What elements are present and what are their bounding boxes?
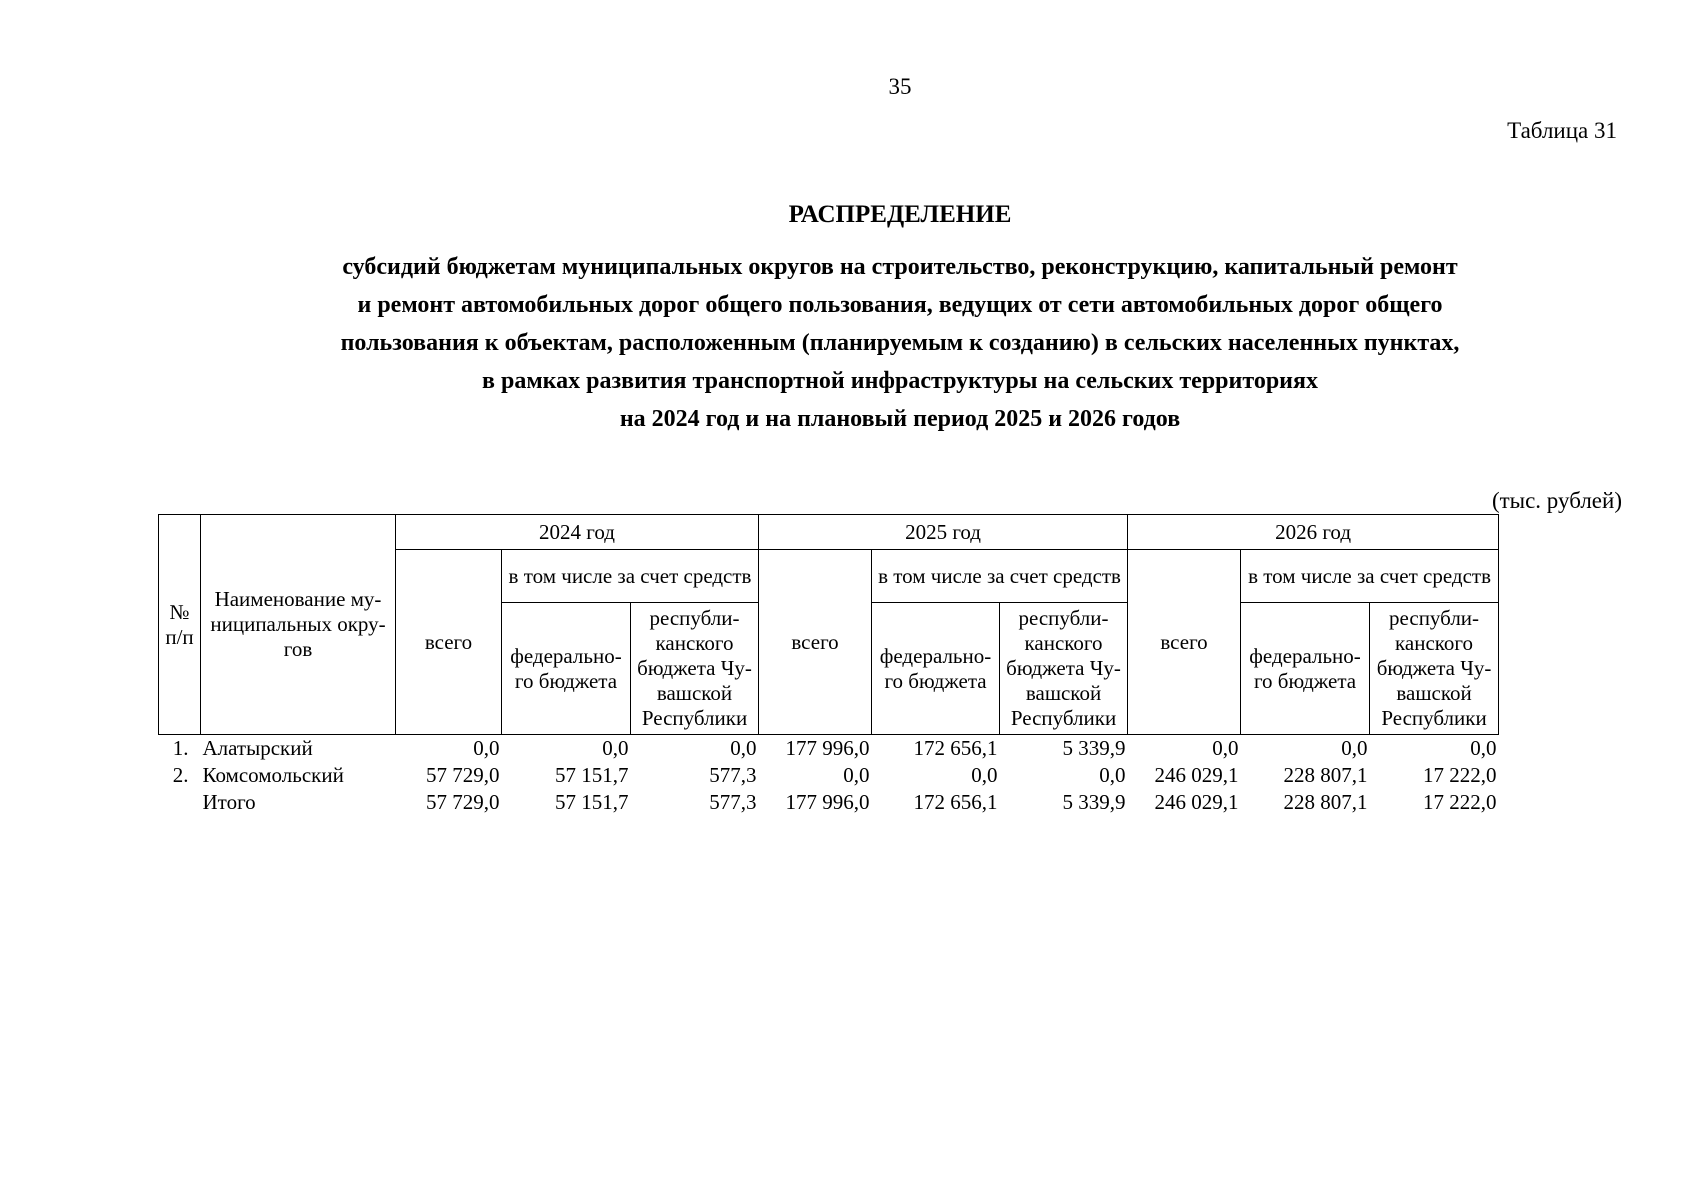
- table-row: [159, 762, 1499, 789]
- units-label: (тыс. рублей): [1491, 488, 1622, 513]
- header-total-2026: всего: [1128, 550, 1241, 735]
- cell-value: 577,3: [709, 763, 757, 787]
- cell-value: 0,0: [602, 736, 629, 760]
- cell-value: 57 151,7: [555, 763, 629, 787]
- row-num: 2.: [172, 763, 189, 787]
- table-row: [159, 735, 1499, 763]
- row-num: [159, 789, 201, 816]
- title-line-4: в рамках развития транспортной инфраструктуры на сельских территориях: [482, 368, 1318, 394]
- cell-value: 0,0: [730, 736, 757, 760]
- header-republic-2026: республи- канского бюджета Чу- вашской Республики: [1370, 603, 1499, 735]
- header-total-2025: всего: [759, 550, 872, 735]
- cell-value: 0,0: [1470, 736, 1497, 760]
- cell-value: 172 656,1: [913, 736, 998, 760]
- cell-value: 5 339,9: [1062, 790, 1126, 814]
- cell-value: 57 729,0: [426, 790, 500, 814]
- cell-value: 0,0: [473, 736, 500, 760]
- cell-value: 0,0: [1099, 763, 1126, 787]
- cell-value: 246 029,1: [1154, 763, 1239, 787]
- cell-value: 5 339,9: [1062, 736, 1126, 760]
- header-federal-2024: федерально- го бюджета: [502, 603, 631, 735]
- row-num: 1.: [172, 736, 189, 760]
- row-name: Алатырский: [202, 736, 313, 760]
- header-including-2025: в том числе за счет средств: [872, 550, 1128, 603]
- title-line-3: пользования к объектам, расположенным (планируемым к созданию) в сельских населенных пунктах,: [340, 330, 1460, 356]
- title-main: РАСПРЕДЕЛЕНИЕ: [788, 201, 1012, 228]
- cell-value: 228 807,1: [1283, 790, 1368, 814]
- cell-value: 17 222,0: [1423, 790, 1497, 814]
- cell-value: 0,0: [1341, 736, 1368, 760]
- row-name: Комсомольский: [202, 763, 344, 787]
- header-including-2024: в том числе за счет средств: [502, 550, 759, 603]
- header-total-2024: всего: [396, 550, 502, 735]
- cell-value: 17 222,0: [1423, 763, 1497, 787]
- title-line-5: на 2024 год и на плановый период 2025 и 2026 годов: [619, 406, 1181, 432]
- header-federal-2026: федерально- го бюджета: [1241, 603, 1370, 735]
- cell-value: 0,0: [1212, 736, 1239, 760]
- cell-value: 177 996,0: [785, 736, 870, 760]
- header-including-2026: в том числе за счет средств: [1241, 550, 1499, 603]
- title-line-1: субсидий бюджетам муниципальных округов на строительство, реконструкцию, капитальный ремонт: [342, 254, 1458, 280]
- cell-value: 228 807,1: [1283, 763, 1368, 787]
- header-republic-2024: республи- канского бюджета Чу- вашской Республики: [631, 603, 759, 735]
- header-republic-2025: республи- канского бюджета Чу- вашской Республики: [1000, 603, 1128, 735]
- page-number: 35: [888, 74, 912, 99]
- header-year-2025: 2025 год: [759, 515, 1128, 550]
- distribution-table: [158, 514, 1499, 816]
- header-year-2026: 2026 год: [1128, 515, 1499, 550]
- cell-value: 577,3: [709, 790, 757, 814]
- header-year-2024: 2024 год: [396, 515, 759, 550]
- header-federal-2025: федерально- го бюджета: [872, 603, 1000, 735]
- header-num: № п/п: [159, 515, 201, 735]
- cell-value: 0,0: [971, 763, 998, 787]
- cell-value: 57 151,7: [555, 790, 629, 814]
- table-row-total: [159, 789, 1499, 816]
- cell-value: 57 729,0: [426, 763, 500, 787]
- document-title: [0, 201, 1697, 438]
- cell-value: 172 656,1: [913, 790, 998, 814]
- table-label: Таблица 31: [1507, 118, 1617, 143]
- cell-value: 246 029,1: [1154, 790, 1239, 814]
- header-name: Наименование му- ниципальных окру- гов: [201, 515, 396, 735]
- row-name: Итого: [202, 790, 256, 814]
- cell-value: 0,0: [843, 763, 870, 787]
- title-line-2: и ремонт автомобильных дорог общего пользования, ведущих от сети автомобильных дорог общего: [357, 292, 1443, 318]
- cell-value: 177 996,0: [785, 790, 870, 814]
